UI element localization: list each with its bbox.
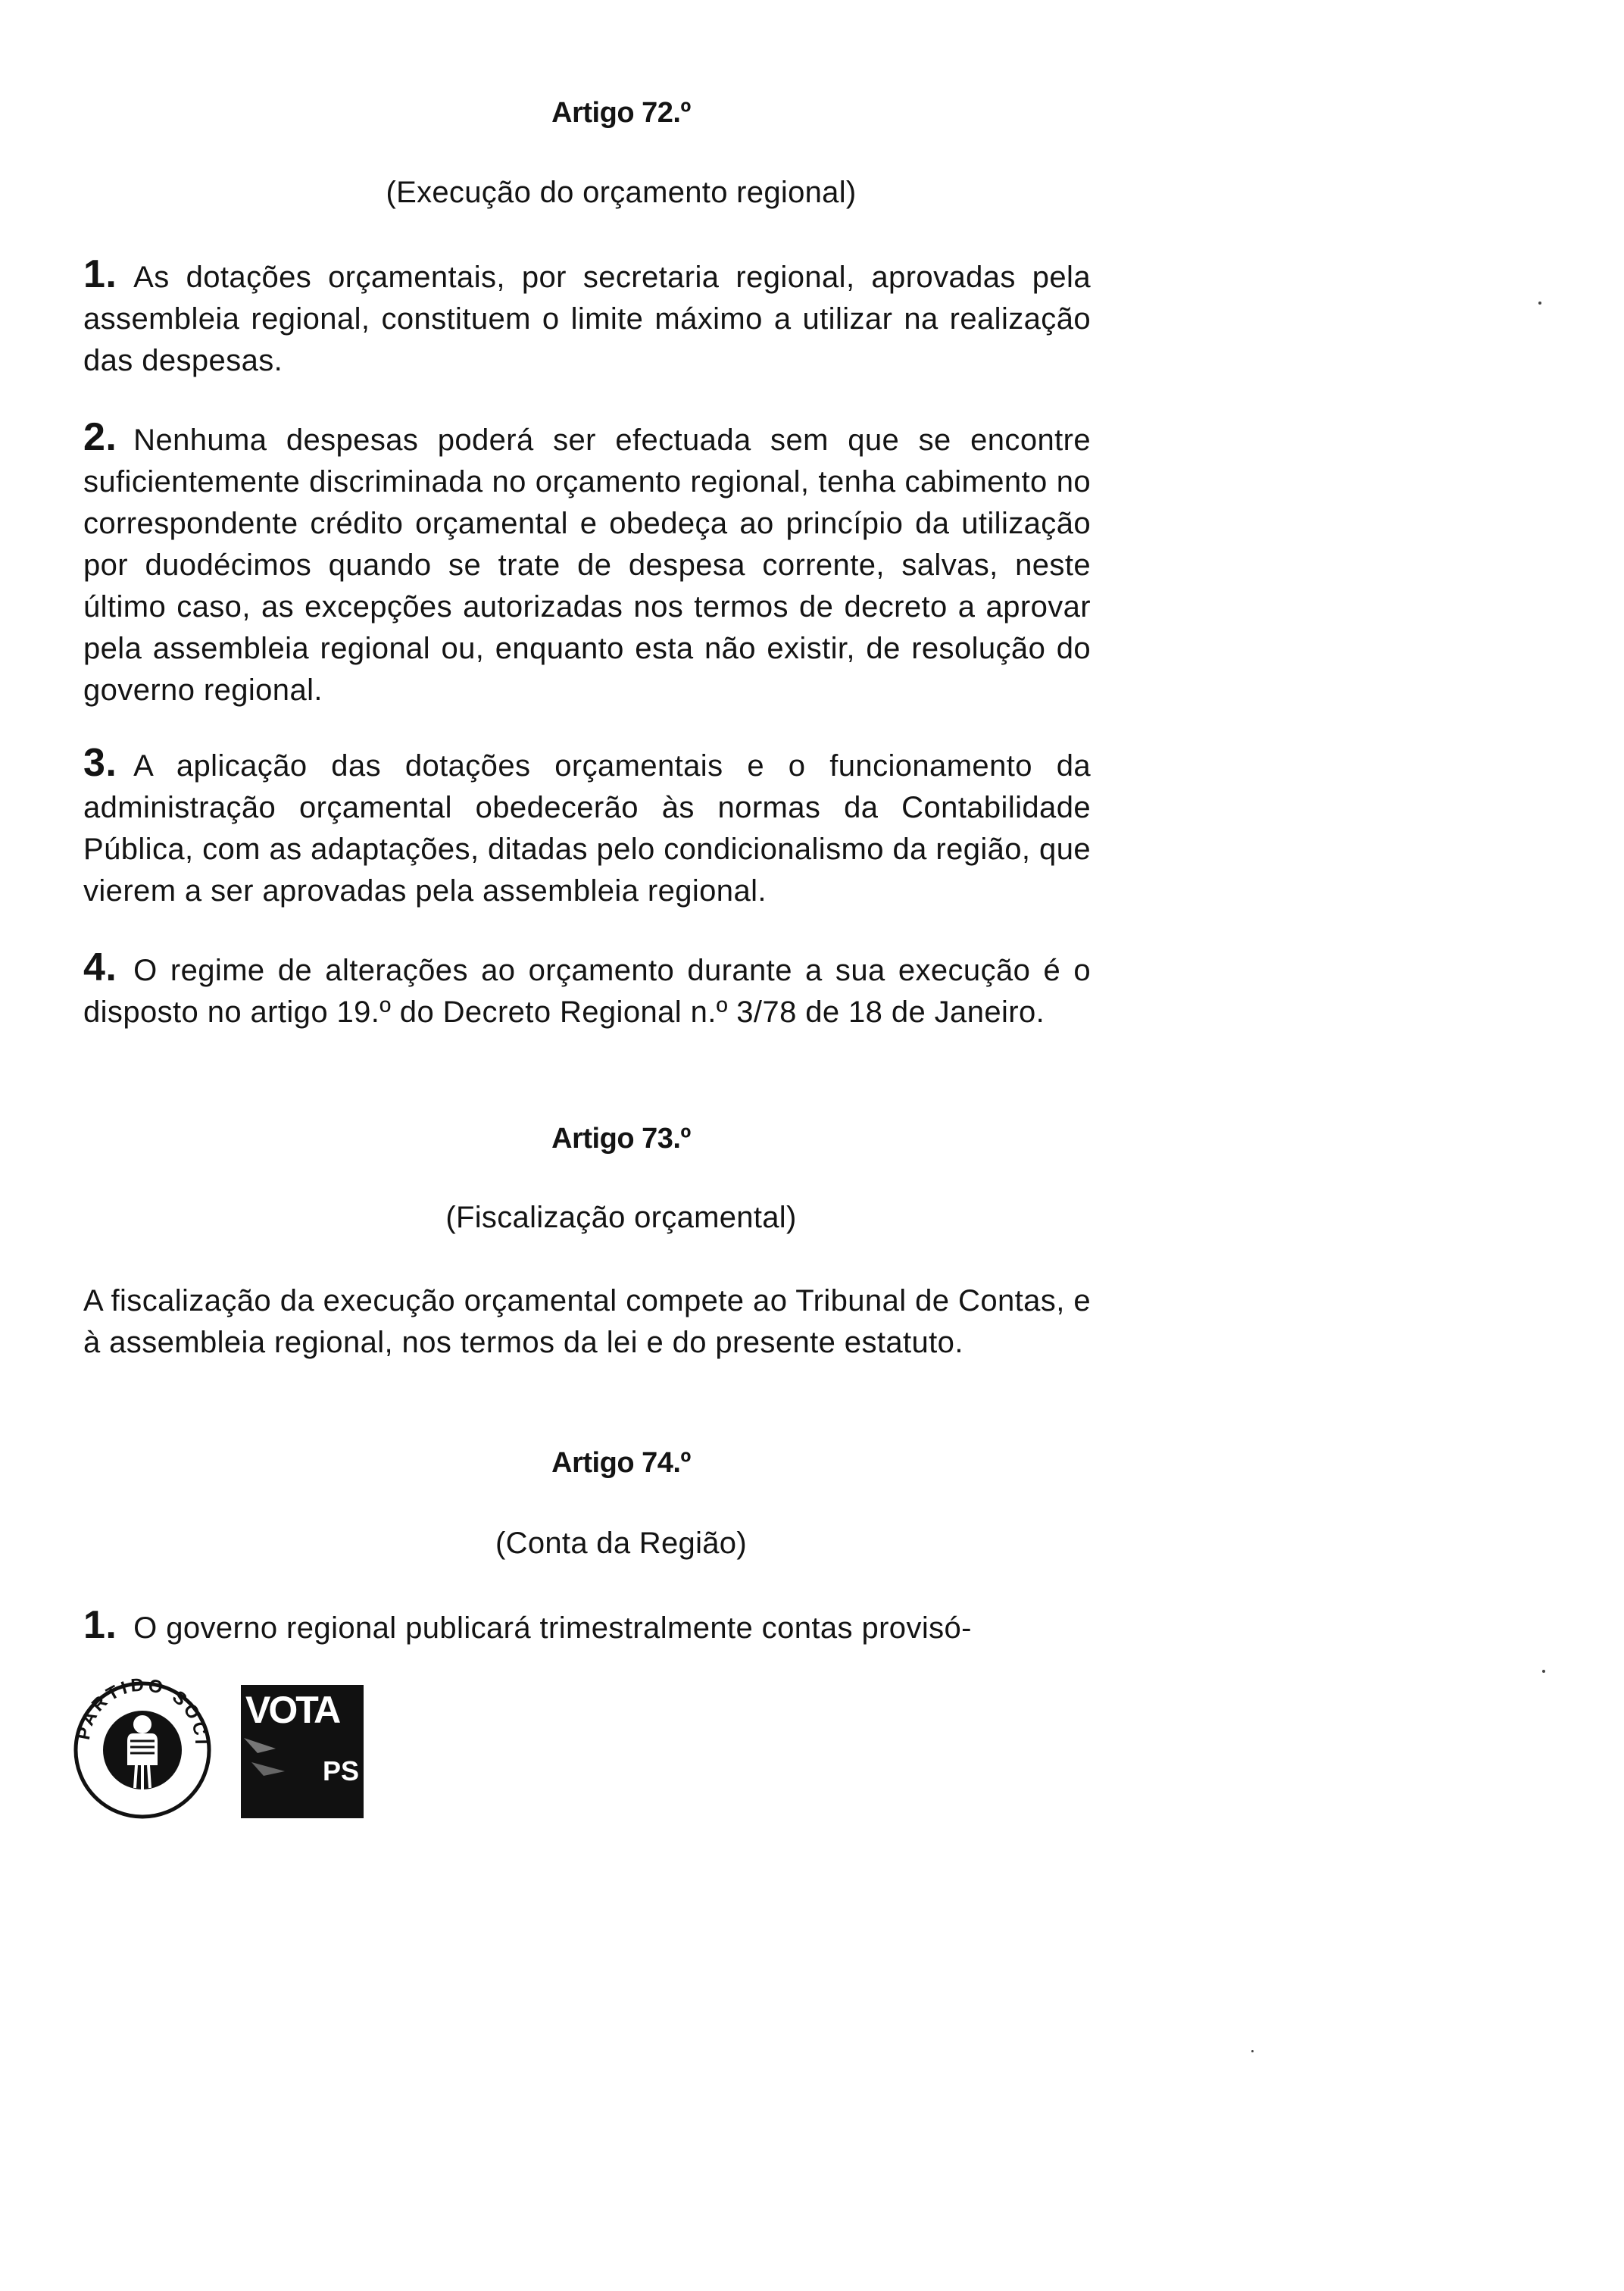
article-74-paragraph-1	[83, 1605, 1091, 1649]
scan-speck	[1538, 302, 1541, 305]
article-73-paragraph	[83, 1280, 1091, 1364]
article-72-paragraph-1	[83, 254, 1091, 382]
article-73-heading: Artigo 73.º	[551, 1123, 691, 1155]
article-74-heading: Artigo 74.º	[551, 1447, 691, 1479]
paragraph-number: 4.	[83, 945, 117, 989]
paragraph-number: 3.	[83, 741, 117, 785]
paragraph-text: O governo regional publicará trimestralmente contas provisó-	[133, 1611, 972, 1645]
article-72-paragraph-4	[83, 947, 1091, 1033]
article-72-heading: Artigo 72.º	[551, 97, 691, 129]
paragraph-text: A aplicação das dotações orçamentais e o funcionamento da administração orçamental obedecerão às normas da Contabilidade Pública, com as adaptações, ditadas pelo condicionalismo da região, que vierem a ser aprovadas pela assembleia regional.	[83, 749, 1091, 908]
svg-text:PARTIDO SOCIALISTA: PARTIDO SOCI	[73, 1674, 212, 1748]
paragraph-text: As dotações orçamentais, por secretaria regional, aprovadas pela assembleia regional, constituem o limite máximo a utilizar na realização das despesas.	[83, 261, 1091, 377]
paragraph-number: 1.	[83, 1603, 117, 1647]
article-72-paragraph-2	[83, 417, 1091, 711]
svg-text:VOTA: VOTA	[245, 1689, 339, 1731]
article-73-subtitle: (Fiscalização orçamental)	[445, 1201, 797, 1234]
article-74-subtitle: (Conta da Região)	[495, 1527, 747, 1560]
party-logos-graphic	[73, 1674, 376, 1826]
vota-ps-logo	[241, 1685, 364, 1818]
party-logos	[73, 1674, 376, 1826]
paragraph-text: O regime de alterações ao orçamento durante a sua execução é o disposto no artigo 19.º do Decreto Regional n.º 3/78 de 18 de Janeiro.	[83, 954, 1091, 1029]
paragraph-text: A fiscalização da execução orçamental compete ao Tribunal de Contas, e à assembleia regional, nos termos da lei e do presente estatuto.	[83, 1284, 1091, 1359]
article-72-subtitle: (Execução do orçamento regional)	[386, 176, 857, 209]
partido-socialista-emblem	[73, 1674, 211, 1817]
paragraph-text: Nenhuma despesas poderá ser efectuada sem que se encontre suficientemente discriminada no orçamento regional, tenha cabimento no correspondente crédito orçamental e obedeça ao princípio da utilização por duodécimos quando se trate de despesa corrente, salvas, neste último caso, as excepções autorizadas nos termos de decreto a aprovar pela assembleia regional ou, enquanto esta não existir, de resolução do governo regional.	[83, 424, 1091, 707]
scan-speck	[1251, 2050, 1254, 2052]
article-72-paragraph-3	[83, 742, 1091, 912]
scan-speck	[1542, 1670, 1545, 1673]
paragraph-number: 1.	[83, 252, 117, 296]
paragraph-number: 2.	[83, 415, 117, 459]
svg-text:PS: PS	[323, 1755, 360, 1786]
